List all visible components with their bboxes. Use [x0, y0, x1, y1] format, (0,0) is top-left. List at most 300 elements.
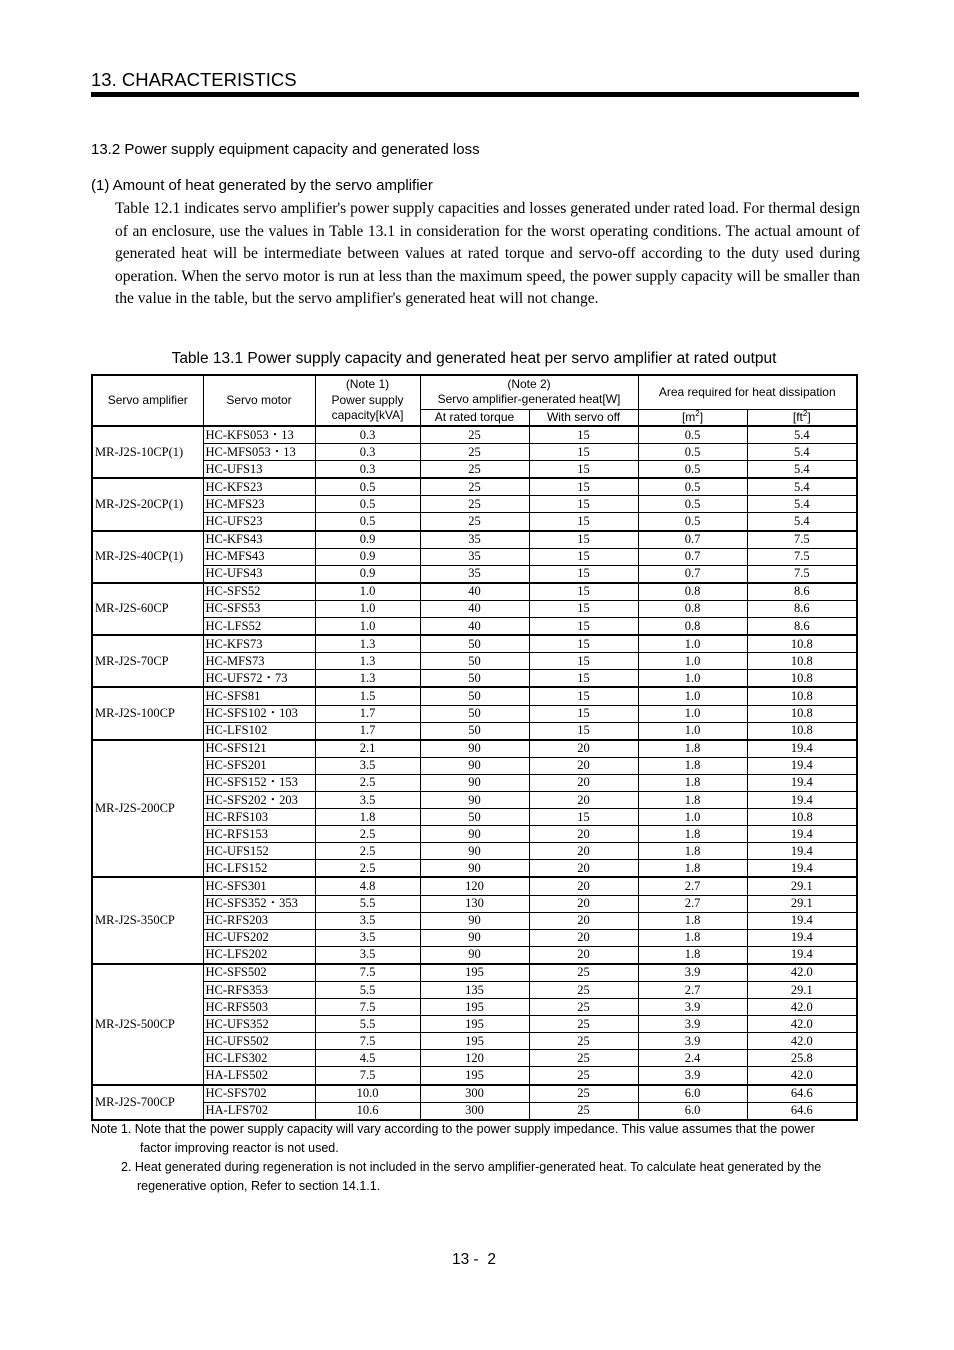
servo-off-heat-cell: 25: [529, 1050, 638, 1067]
table-row: [92, 1050, 857, 1067]
area-ft2-cell: 5.4: [747, 513, 857, 531]
rated-torque-heat-cell: 35: [420, 531, 529, 549]
area-ft2-cell: 29.1: [747, 982, 857, 999]
area-ft2-cell: 10.8: [747, 705, 857, 722]
area-ft2-cell: 5.4: [747, 444, 857, 461]
rated-torque-heat-cell: 90: [420, 860, 529, 878]
header-power-note: (Note 1): [345, 377, 390, 392]
power-capacity-cell: 0.9: [315, 565, 420, 583]
area-m2-cell: 0.5: [638, 461, 747, 479]
header-heat-title: Servo amplifier-generated heat[W]: [437, 392, 621, 407]
servo-off-heat-cell: 15: [529, 722, 638, 740]
servo-off-heat-cell: 20: [529, 877, 638, 895]
servo-motor-cell: HC-KFS23: [203, 478, 315, 496]
servo-motor-cell: HC-SFS152・153: [203, 774, 315, 791]
servo-motor-cell: HC-MFS73: [203, 653, 315, 670]
area-ft2-cell: 29.1: [747, 895, 857, 912]
table-row: [92, 826, 857, 843]
servo-motor-cell: HC-SFS301: [203, 877, 315, 895]
notes: [91, 1120, 851, 1196]
area-m2-cell: 0.7: [638, 548, 747, 565]
area-m2-cell: 0.7: [638, 565, 747, 583]
area-ft2-cell: 19.4: [747, 860, 857, 878]
table-row: [92, 964, 857, 982]
power-capacity-cell: 7.5: [315, 999, 420, 1016]
page-number: 13 - 2: [452, 1251, 496, 1268]
area-m2-cell: 0.5: [638, 478, 747, 496]
servo-motor-cell: HC-KFS43: [203, 531, 315, 549]
area-ft2-cell: 19.4: [747, 740, 857, 758]
area-m2-cell: 1.0: [638, 670, 747, 688]
area-ft2-cell: 42.0: [747, 999, 857, 1016]
servo-motor-cell: HC-KFS73: [203, 635, 315, 653]
header-rule: [91, 92, 859, 97]
servo-off-heat-cell: 25: [529, 964, 638, 982]
rated-torque-heat-cell: 35: [420, 565, 529, 583]
servo-motor-cell: HC-LFS302: [203, 1050, 315, 1067]
power-capacity-cell: 2.1: [315, 740, 420, 758]
table-row: [92, 548, 857, 565]
area-m2-cell: 0.8: [638, 583, 747, 601]
table-row: [92, 670, 857, 688]
power-capacity-cell: 10.0: [315, 1085, 420, 1103]
area-ft2-cell: 5.4: [747, 461, 857, 479]
area-ft2-cell: 19.4: [747, 946, 857, 964]
area-m2-cell: 0.8: [638, 600, 747, 617]
table-row: [92, 895, 857, 912]
servo-motor-cell: HC-SFS202・203: [203, 791, 315, 808]
header-power-line2: capacity[kVA]: [331, 408, 404, 423]
area-ft2-cell: 25.8: [747, 1050, 857, 1067]
area-m2-cell: 0.5: [638, 513, 747, 531]
area-m2-cell: 1.0: [638, 722, 747, 740]
servo-off-heat-cell: 20: [529, 791, 638, 808]
power-capacity-cell: 1.0: [315, 618, 420, 636]
area-m2-cell: 0.5: [638, 426, 747, 444]
rated-torque-heat-cell: 35: [420, 548, 529, 565]
chapter-title: 13. CHARACTERISTICS: [91, 69, 297, 90]
power-capacity-cell: 0.9: [315, 531, 420, 549]
power-capacity-cell: 7.5: [315, 1033, 420, 1050]
header-m2: [638, 409, 747, 426]
area-ft2-cell: 19.4: [747, 826, 857, 843]
power-capacity-cell: 0.9: [315, 548, 420, 565]
area-m2-cell: 0.7: [638, 531, 747, 549]
table-row: [92, 583, 857, 601]
rated-torque-heat-cell: 50: [420, 670, 529, 688]
table-row: [92, 426, 857, 444]
servo-motor-cell: HA-LFS702: [203, 1102, 315, 1120]
table-row: [92, 860, 857, 878]
rated-torque-heat-cell: 50: [420, 687, 529, 705]
table-row: [92, 1033, 857, 1050]
servo-motor-cell: HC-LFS202: [203, 946, 315, 964]
intro-paragraph: Table 12.1 indicates servo amplifier's power supply capacities and losses generated under rated load. For thermal design of an enclosure, use the values in Table 13.1 in consideration for the worst operating conditions. The actual amount of generated heat will be intermediate between values at rated torque and servo-off according to the duty used during operation. When the servo motor is run at less than the maximum speed, the power supply capacity will be smaller than the value in the table, but the servo amplifier's generated heat will not change.: [115, 200, 860, 307]
table-row: [92, 982, 857, 999]
rated-torque-heat-cell: 195: [420, 964, 529, 982]
servo-motor-cell: HC-SFS121: [203, 740, 315, 758]
servo-motor-cell: HC-SFS53: [203, 600, 315, 617]
rated-torque-heat-cell: 25: [420, 478, 529, 496]
servo-off-heat-cell: 20: [529, 843, 638, 860]
servo-off-heat-cell: 15: [529, 687, 638, 705]
header-power-line1: Power supply: [331, 392, 404, 407]
area-ft2-cell: 19.4: [747, 774, 857, 791]
area-m2-cell: 1.8: [638, 929, 747, 946]
area-ft2-cell: 10.8: [747, 653, 857, 670]
servo-off-heat-cell: 15: [529, 583, 638, 601]
servo-off-heat-cell: 25: [529, 982, 638, 999]
servo-amplifier-cell: MR-J2S-10CP(1): [92, 426, 203, 478]
power-capacity-cell: 2.5: [315, 826, 420, 843]
servo-motor-cell: HC-UFS43: [203, 565, 315, 583]
power-capacity-cell: 2.5: [315, 860, 420, 878]
power-capacity-cell: 1.7: [315, 722, 420, 740]
servo-off-heat-cell: 15: [529, 496, 638, 513]
area-ft2-cell: 10.8: [747, 635, 857, 653]
servo-motor-cell: HC-UFS13: [203, 461, 315, 479]
area-ft2-cell: 42.0: [747, 1033, 857, 1050]
servo-amplifier-cell: MR-J2S-20CP(1): [92, 478, 203, 530]
header-rated-torque: At rated torque: [420, 409, 529, 426]
servo-off-heat-cell: 15: [529, 809, 638, 826]
area-ft2-cell: 8.6: [747, 618, 857, 636]
table-row: [92, 653, 857, 670]
table-row: [92, 740, 857, 758]
table-row: [92, 999, 857, 1016]
rated-torque-heat-cell: 25: [420, 444, 529, 461]
rated-torque-heat-cell: 25: [420, 461, 529, 479]
table-row: [92, 478, 857, 496]
rated-torque-heat-cell: 90: [420, 843, 529, 860]
rated-torque-heat-cell: 90: [420, 791, 529, 808]
area-m2-cell: 1.8: [638, 860, 747, 878]
table-row: [92, 531, 857, 549]
servo-off-heat-cell: 20: [529, 757, 638, 774]
header-area: Area required for heat dissipation: [638, 375, 857, 409]
area-m2-cell: 1.8: [638, 912, 747, 929]
area-ft2-cell: 64.6: [747, 1102, 857, 1120]
servo-motor-cell: HC-MFS23: [203, 496, 315, 513]
area-m2-cell: 1.0: [638, 705, 747, 722]
header-heat-note: (Note 2): [507, 376, 551, 391]
rated-torque-heat-cell: 50: [420, 809, 529, 826]
area-m2-cell: 1.8: [638, 774, 747, 791]
area-m2-cell: 2.7: [638, 982, 747, 999]
servo-motor-cell: HA-LFS502: [203, 1067, 315, 1085]
power-capacity-cell: 3.5: [315, 946, 420, 964]
area-m2-cell: 1.0: [638, 809, 747, 826]
area-m2-cell: 0.5: [638, 496, 747, 513]
table-row: [92, 1067, 857, 1085]
area-m2-cell: 6.0: [638, 1102, 747, 1120]
table-row: [92, 1085, 857, 1103]
servo-motor-cell: HC-UFS352: [203, 1016, 315, 1033]
servo-off-heat-cell: 15: [529, 461, 638, 479]
power-capacity-cell: 4.8: [315, 877, 420, 895]
area-ft2-cell: 64.6: [747, 1085, 857, 1103]
area-m2-cell: 2.7: [638, 895, 747, 912]
power-capacity-cell: 5.5: [315, 895, 420, 912]
header-generated-heat: [420, 375, 638, 409]
servo-motor-cell: HC-SFS201: [203, 757, 315, 774]
servo-motor-cell: HC-SFS702: [203, 1085, 315, 1103]
rated-torque-heat-cell: 90: [420, 929, 529, 946]
rated-torque-heat-cell: 90: [420, 946, 529, 964]
ft2-bracket-open: [: [792, 409, 797, 424]
table-row: [92, 877, 857, 895]
table-caption: Table 13.1 Power supply capacity and generated heat per servo amplifier at rated output: [171, 350, 777, 367]
section-heading: 13.2 Power supply equipment capacity and generated loss: [91, 141, 480, 158]
area-m2-cell: 1.0: [638, 653, 747, 670]
area-m2-cell: 3.9: [638, 1016, 747, 1033]
servo-off-heat-cell: 15: [529, 531, 638, 549]
servo-motor-cell: HC-RFS503: [203, 999, 315, 1016]
area-ft2-cell: 19.4: [747, 929, 857, 946]
area-m2-cell: 1.8: [638, 740, 747, 758]
header-power-supply: [315, 375, 420, 426]
servo-off-heat-cell: 15: [529, 618, 638, 636]
note-2-line-1: 2. Heat generated during regeneration is not included in the servo amplifier-generated heat. To calculate heat generated by the: [121, 1160, 822, 1174]
servo-motor-cell: HC-UFS202: [203, 929, 315, 946]
power-capacity-cell: 3.5: [315, 757, 420, 774]
area-ft2-cell: 19.4: [747, 791, 857, 808]
servo-off-heat-cell: 15: [529, 670, 638, 688]
m2-superscript: 2: [695, 408, 700, 418]
area-ft2-cell: 29.1: [747, 877, 857, 895]
ft2-unit: ft: [796, 409, 803, 424]
table-row: [92, 809, 857, 826]
note-1-line-1: Note 1. Note that the power supply capacity will vary according to the power supply impedance. This value assumes that the power: [91, 1122, 815, 1136]
rated-torque-heat-cell: 135: [420, 982, 529, 999]
servo-off-heat-cell: 25: [529, 1102, 638, 1120]
table-row: [92, 1102, 857, 1120]
servo-motor-cell: HC-RFS203: [203, 912, 315, 929]
ft2-superscript: 2: [802, 408, 808, 418]
sub-heading: (1) Amount of heat generated by the servo amplifier: [91, 177, 433, 194]
power-capacity-cell: 0.5: [315, 478, 420, 496]
area-m2-cell: 0.5: [638, 444, 747, 461]
area-ft2-cell: 8.6: [747, 600, 857, 617]
table-row: [92, 618, 857, 636]
power-capacity-cell: 1.3: [315, 635, 420, 653]
servo-amplifier-cell: MR-J2S-700CP: [92, 1085, 203, 1120]
servo-amplifier-cell: MR-J2S-70CP: [92, 635, 203, 687]
servo-off-heat-cell: 25: [529, 999, 638, 1016]
note-2-line-2: regenerative option, Refer to section 14.1.1.: [137, 1179, 381, 1193]
power-capacity-cell: 1.8: [315, 809, 420, 826]
rated-torque-heat-cell: 130: [420, 895, 529, 912]
servo-motor-cell: HC-UFS152: [203, 843, 315, 860]
servo-off-heat-cell: 20: [529, 860, 638, 878]
area-ft2-cell: 8.6: [747, 583, 857, 601]
servo-motor-cell: HC-LFS52: [203, 618, 315, 636]
header-servo-motor: Servo motor: [203, 375, 315, 426]
power-capacity-cell: 5.5: [315, 1016, 420, 1033]
servo-off-heat-cell: 20: [529, 740, 638, 758]
servo-amplifier-cell: MR-J2S-40CP(1): [92, 531, 203, 583]
power-capacity-cell: 0.5: [315, 513, 420, 531]
power-capacity-cell: 0.3: [315, 426, 420, 444]
rated-torque-heat-cell: 300: [420, 1085, 529, 1103]
rated-torque-heat-cell: 120: [420, 1050, 529, 1067]
table-row: [92, 757, 857, 774]
m2-bracket-open: [: [681, 409, 686, 424]
header-ft2: [747, 409, 857, 426]
servo-motor-cell: HC-RFS353: [203, 982, 315, 999]
area-ft2-cell: 19.4: [747, 843, 857, 860]
servo-amplifier-cell: MR-J2S-350CP: [92, 877, 203, 963]
power-capacity-cell: 0.3: [315, 444, 420, 461]
table-row: [92, 1016, 857, 1033]
power-capacity-cell: 7.5: [315, 1067, 420, 1085]
rated-torque-heat-cell: 40: [420, 583, 529, 601]
power-capacity-cell: 3.5: [315, 912, 420, 929]
rated-torque-heat-cell: 25: [420, 426, 529, 444]
table-row: [92, 791, 857, 808]
rated-torque-heat-cell: 90: [420, 826, 529, 843]
power-capacity-cell: 1.0: [315, 600, 420, 617]
table-row: [92, 946, 857, 964]
area-ft2-cell: 7.5: [747, 531, 857, 549]
area-ft2-cell: 10.8: [747, 670, 857, 688]
table-row: [92, 722, 857, 740]
servo-off-heat-cell: 25: [529, 1085, 638, 1103]
power-capacity-cell: 1.7: [315, 705, 420, 722]
m2-bracket-close: ]: [699, 409, 704, 424]
note-1-line-2: factor improving reactor is not used.: [140, 1141, 339, 1155]
rated-torque-heat-cell: 90: [420, 757, 529, 774]
rated-torque-heat-cell: 90: [420, 774, 529, 791]
m2-unit: m: [685, 409, 696, 424]
power-capacity-cell: 1.0: [315, 583, 420, 601]
rated-torque-heat-cell: 40: [420, 618, 529, 636]
power-capacity-cell: 0.5: [315, 496, 420, 513]
header-servo-amplifier: Servo amplifier: [92, 375, 203, 426]
area-ft2-cell: 5.4: [747, 496, 857, 513]
rated-torque-heat-cell: 90: [420, 912, 529, 929]
servo-off-heat-cell: 25: [529, 1033, 638, 1050]
power-capacity-cell: 2.5: [315, 774, 420, 791]
area-m2-cell: 3.9: [638, 1067, 747, 1085]
rated-torque-heat-cell: 90: [420, 740, 529, 758]
servo-motor-cell: HC-RFS103: [203, 809, 315, 826]
servo-motor-cell: HC-SFS352・353: [203, 895, 315, 912]
servo-motor-cell: HC-LFS152: [203, 860, 315, 878]
table-body: [92, 426, 857, 1120]
area-ft2-cell: 7.5: [747, 565, 857, 583]
rated-torque-heat-cell: 50: [420, 635, 529, 653]
rated-torque-heat-cell: 25: [420, 496, 529, 513]
power-capacity-cell: 0.3: [315, 461, 420, 479]
area-m2-cell: 1.8: [638, 791, 747, 808]
servo-off-heat-cell: 15: [529, 478, 638, 496]
servo-off-heat-cell: 15: [529, 705, 638, 722]
area-ft2-cell: 42.0: [747, 1016, 857, 1033]
rated-torque-heat-cell: 50: [420, 653, 529, 670]
servo-off-heat-cell: 15: [529, 548, 638, 565]
servo-off-heat-cell: 20: [529, 774, 638, 791]
area-ft2-cell: 5.4: [747, 426, 857, 444]
servo-off-heat-cell: 20: [529, 946, 638, 964]
servo-off-heat-cell: 15: [529, 565, 638, 583]
rated-torque-heat-cell: 25: [420, 513, 529, 531]
servo-off-heat-cell: 25: [529, 1016, 638, 1033]
servo-amplifier-cell: MR-J2S-100CP: [92, 687, 203, 739]
power-capacity-cell: 7.5: [315, 964, 420, 982]
power-supply-table: [91, 374, 858, 1121]
area-ft2-cell: 7.5: [747, 548, 857, 565]
area-ft2-cell: 5.4: [747, 478, 857, 496]
servo-motor-cell: HC-KFS053・13: [203, 426, 315, 444]
servo-off-heat-cell: 15: [529, 444, 638, 461]
servo-motor-cell: HC-SFS52: [203, 583, 315, 601]
servo-off-heat-cell: 20: [529, 826, 638, 843]
area-m2-cell: 2.4: [638, 1050, 747, 1067]
area-m2-cell: 3.9: [638, 964, 747, 982]
area-m2-cell: 3.9: [638, 999, 747, 1016]
table-row: [92, 635, 857, 653]
area-ft2-cell: 42.0: [747, 964, 857, 982]
power-capacity-cell: 1.3: [315, 670, 420, 688]
area-m2-cell: 1.0: [638, 687, 747, 705]
rated-torque-heat-cell: 120: [420, 877, 529, 895]
table-row: [92, 774, 857, 791]
power-capacity-cell: 4.5: [315, 1050, 420, 1067]
servo-off-heat-cell: 20: [529, 895, 638, 912]
area-m2-cell: 1.8: [638, 826, 747, 843]
table-row: [92, 687, 857, 705]
area-ft2-cell: 19.4: [747, 912, 857, 929]
servo-motor-cell: HC-LFS102: [203, 722, 315, 740]
power-capacity-cell: 1.5: [315, 687, 420, 705]
table-row: [92, 444, 857, 461]
servo-motor-cell: HC-MFS053・13: [203, 444, 315, 461]
rated-torque-heat-cell: 195: [420, 1067, 529, 1085]
area-m2-cell: 3.9: [638, 1033, 747, 1050]
area-m2-cell: 0.8: [638, 618, 747, 636]
area-m2-cell: 1.8: [638, 946, 747, 964]
servo-off-heat-cell: 15: [529, 600, 638, 617]
servo-off-heat-cell: 15: [529, 635, 638, 653]
area-m2-cell: 2.7: [638, 877, 747, 895]
servo-motor-cell: HC-SFS502: [203, 964, 315, 982]
table-row: [92, 496, 857, 513]
servo-motor-cell: HC-RFS153: [203, 826, 315, 843]
area-m2-cell: 1.8: [638, 843, 747, 860]
servo-amplifier-cell: MR-J2S-500CP: [92, 964, 203, 1085]
table-row: [92, 912, 857, 929]
servo-motor-cell: HC-SFS81: [203, 687, 315, 705]
servo-motor-cell: HC-UFS72・73: [203, 670, 315, 688]
header-servo-off: With servo off: [529, 409, 638, 426]
servo-amplifier-cell: MR-J2S-200CP: [92, 740, 203, 878]
area-m2-cell: 1.8: [638, 757, 747, 774]
power-capacity-cell: 10.6: [315, 1102, 420, 1120]
ft2-bracket-close: ]: [807, 409, 811, 424]
rated-torque-heat-cell: 300: [420, 1102, 529, 1120]
servo-off-heat-cell: 20: [529, 912, 638, 929]
servo-amplifier-cell: MR-J2S-60CP: [92, 583, 203, 635]
area-m2-cell: 6.0: [638, 1085, 747, 1103]
rated-torque-heat-cell: 40: [420, 600, 529, 617]
table-row: [92, 705, 857, 722]
rated-torque-heat-cell: 195: [420, 999, 529, 1016]
rated-torque-heat-cell: 50: [420, 722, 529, 740]
servo-motor-cell: HC-UFS502: [203, 1033, 315, 1050]
area-ft2-cell: 19.4: [747, 757, 857, 774]
power-capacity-cell: 3.5: [315, 791, 420, 808]
